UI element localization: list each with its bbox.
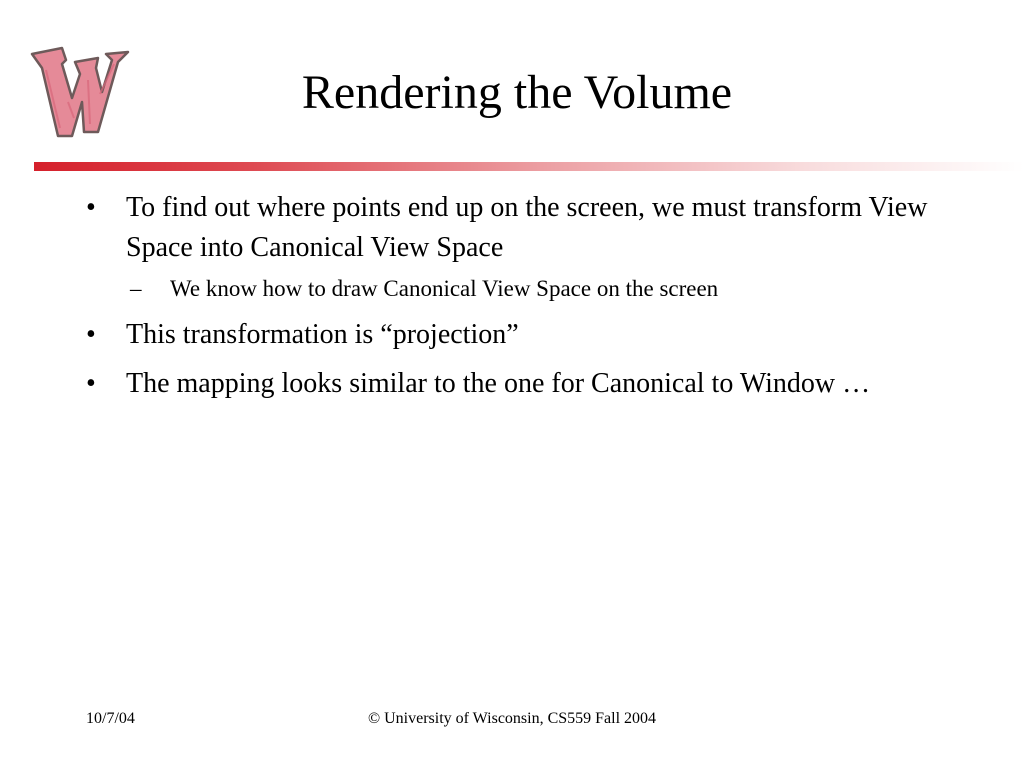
sub-bullet-text: We know how to draw Canonical View Space on the screen [170, 276, 719, 301]
bullet-item-2 [86, 315, 946, 355]
bullet-text: The mapping looks similar to the one for Canonical to Window … [126, 368, 871, 399]
footer-copyright: © University of Wisconsin, CS559 Fall 2004 [367, 710, 657, 727]
slide-title: Rendering the Volume [301, 66, 733, 119]
bullet-list [86, 188, 946, 404]
sub-bullet-item-1 [130, 272, 946, 306]
bullet-text: This transformation is “projection” [126, 319, 519, 350]
uw-motion-w-logo-icon [28, 40, 132, 140]
bullet-marker: • [86, 368, 96, 399]
bullet-text: To find out where points end up on the screen, we must transform View Space into Canonical View Space [126, 192, 928, 263]
title-divider [34, 162, 1024, 171]
bullet-marker: • [86, 192, 96, 223]
bullet-item-1 [86, 188, 946, 268]
bullet-marker: • [86, 319, 96, 350]
sub-bullet-marker: – [130, 276, 142, 301]
bullet-item-3 [86, 364, 946, 404]
footer-date: 10/7/04 [86, 710, 135, 727]
